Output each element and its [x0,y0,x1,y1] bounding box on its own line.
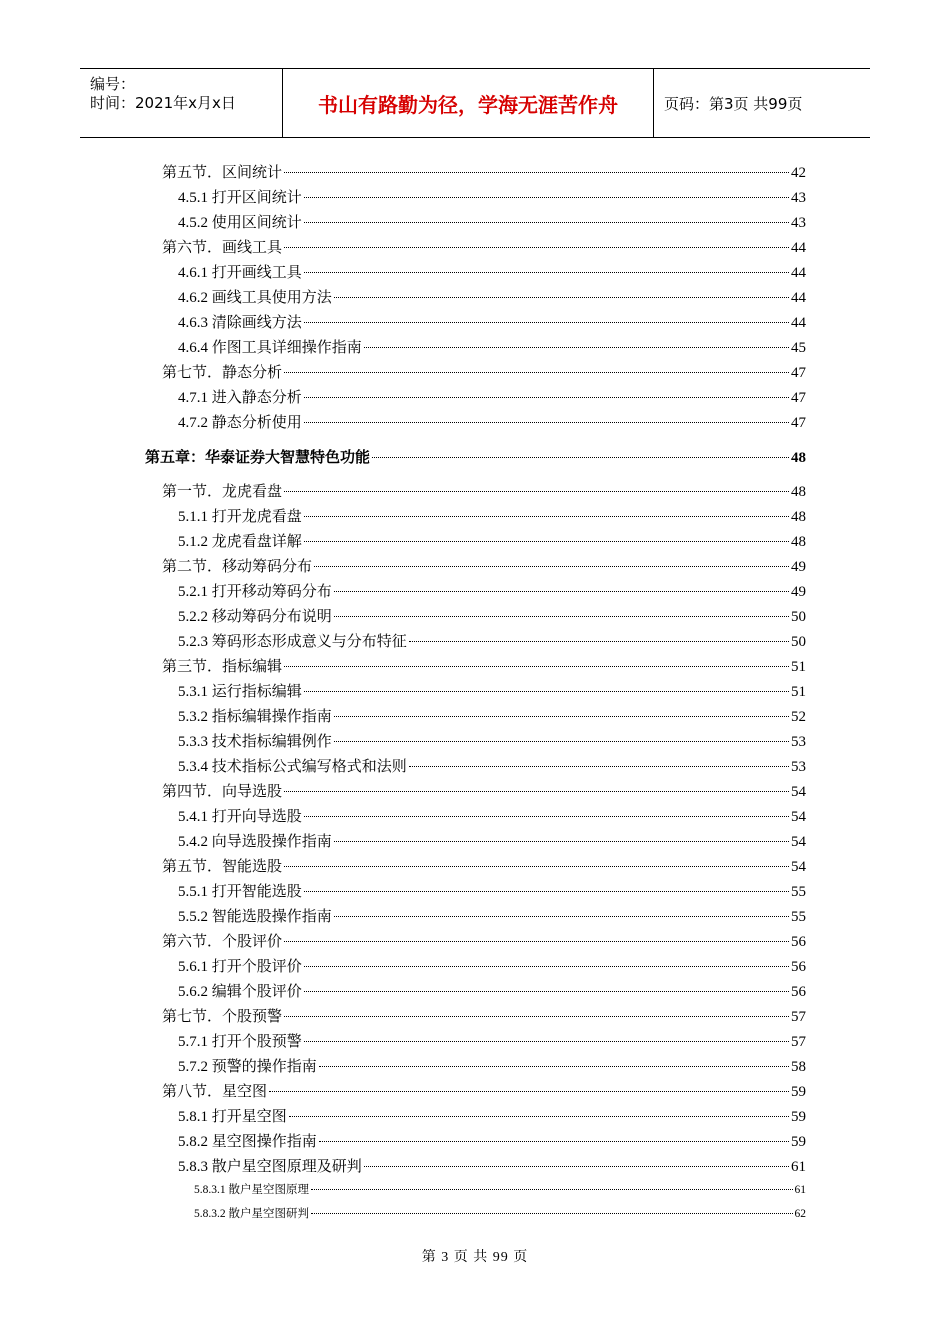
toc-dot-leader [284,491,789,492]
toc-entry-title: 4.6.4 作图工具详细操作指南 [178,340,362,356]
toc-entry-title: 5.1.2 龙虎看盘详解 [178,534,302,550]
toc-dot-leader [304,691,789,692]
toc-entry-page: 49 [791,559,806,575]
toc-dot-leader [334,841,789,842]
toc-entry-page: 44 [791,265,806,281]
toc-dot-leader [372,457,789,458]
toc-entry-page: 55 [791,884,806,900]
toc-entry-page: 59 [791,1084,806,1100]
toc-dot-leader [319,1141,789,1142]
toc-entry-title: 5.4.2 向导选股操作指南 [178,834,332,850]
toc-entry[interactable] [178,680,806,701]
toc-entry-title: 第一节．龙虎看盘 [162,484,283,500]
toc-entry-page: 42 [791,165,806,181]
toc-entry-title: 4.7.1 进入静态分析 [178,390,302,406]
toc-entry[interactable] [178,830,806,851]
toc-entry[interactable] [162,555,806,576]
toc-entry-title: 5.6.1 打开个股评价 [178,959,302,975]
toc-entry-page: 52 [791,709,806,725]
toc-entry-title: 5.5.2 智能选股操作指南 [178,909,332,925]
toc-dot-leader [304,966,789,967]
toc-entry-title: 5.2.3 筹码形态形成意义与分布特征 [178,634,407,650]
toc-dot-leader [311,1213,793,1214]
toc-dot-leader [319,1066,789,1067]
toc-entry[interactable] [178,286,806,307]
toc-entry[interactable] [145,446,806,467]
toc-entry-title: 4.7.2 静态分析使用 [178,415,302,431]
header-meta-cell [80,69,283,137]
toc-entry[interactable] [178,186,806,207]
toc-dot-leader [284,247,789,248]
toc-dot-leader [334,616,789,617]
toc-entry-page: 55 [791,909,806,925]
toc-entry-page: 47 [791,415,806,431]
toc-entry-title: 4.6.1 打开画线工具 [178,265,302,281]
toc-entry-page: 62 [794,1208,806,1220]
toc-entry-page: 51 [791,659,806,675]
toc-dot-leader [304,197,789,198]
toc-entry-page: 54 [791,859,806,875]
toc-entry-title: 第五节．区间统计 [162,165,283,181]
toc-dot-leader [289,1116,789,1117]
toc-entry-title: 5.6.2 编辑个股评价 [178,984,302,1000]
toc-entry[interactable] [178,311,806,332]
toc-dot-leader [284,1016,789,1017]
toc-entry[interactable] [178,730,806,751]
toc-entry[interactable] [178,905,806,926]
toc-entry-title: 5.3.1 运行指标编辑 [178,684,302,700]
toc-entry-page: 44 [791,240,806,256]
toc-entry[interactable] [162,236,806,257]
toc-entry-page: 56 [791,984,806,1000]
toc-dot-leader [284,172,789,173]
toc-entry-title: 第八节．星空图 [162,1084,268,1100]
toc-entry-title: 第七节．个股预警 [162,1009,283,1025]
toc-dot-leader [304,272,789,273]
toc-entry[interactable] [178,980,806,1001]
toc-dot-leader [304,891,789,892]
toc-entry-page: 47 [791,365,806,381]
toc-dot-leader [364,347,789,348]
toc-entry[interactable] [178,705,806,726]
toc-entry-page: 54 [791,834,806,850]
toc-dot-leader [314,566,789,567]
toc-entry-page: 57 [791,1034,806,1050]
toc-entry-page: 44 [791,290,806,306]
toc-entry-page: 44 [791,315,806,331]
toc-entry[interactable] [178,1130,806,1151]
toc-entry[interactable] [178,1030,806,1051]
toc-dot-leader [334,297,789,298]
toc-entry-page: 45 [791,340,806,356]
toc-entry[interactable] [162,655,806,676]
toc-entry-title: 第六节．画线工具 [162,240,283,256]
toc-entry-page: 48 [791,534,806,550]
toc-entry[interactable] [178,1155,806,1176]
toc-entry-page: 58 [791,1059,806,1075]
toc-dot-leader [304,541,789,542]
toc-dot-leader [269,1091,789,1092]
toc-entry-title: 第六节．个股评价 [162,934,283,950]
toc-entry[interactable] [162,855,806,876]
toc-entry[interactable] [178,580,806,601]
toc-entry[interactable] [178,955,806,976]
toc-entry-title: 第七节．静态分析 [162,365,283,381]
toc-entry-title: 第二节．移动筹码分布 [162,559,313,575]
toc-entry-page: 50 [791,609,806,625]
toc-entry[interactable] [178,805,806,826]
code-label: 编号： [90,75,136,93]
toc-entry[interactable] [178,630,806,651]
toc-entry-title: 第三节．指标编辑 [162,659,283,675]
toc-dot-leader [334,916,789,917]
toc-entry[interactable] [178,880,806,901]
toc-entry-page: 53 [791,734,806,750]
toc-entry[interactable] [162,361,806,382]
toc-entry[interactable] [178,1055,806,1076]
toc-dot-leader [304,991,789,992]
header-motto: 书山有路勤为径，学海无涯苦作舟 [283,69,654,137]
toc-dot-leader [284,791,789,792]
toc-entry-page: 54 [791,809,806,825]
toc-entry-page: 54 [791,784,806,800]
toc-entry[interactable] [178,411,806,432]
toc-dot-leader [334,591,789,592]
toc-entry[interactable] [162,1080,806,1101]
toc-entry[interactable] [178,755,806,776]
toc-entry-page: 56 [791,934,806,950]
toc-entry-title: 5.3.4 技术指标公式编写格式和法则 [178,759,407,775]
toc-entry-page: 56 [791,959,806,975]
toc-entry-title: 5.8.3.2 散户星空图研判 [194,1208,309,1220]
toc-dot-leader [409,766,789,767]
toc-entry-page: 59 [791,1134,806,1150]
toc-dot-leader [284,866,789,867]
date-label: 时间：2021年x月x日 [90,94,236,112]
toc-dot-leader [409,641,789,642]
toc-entry-page: 50 [791,634,806,650]
toc-entry-title: 5.8.3 散户星空图原理及研判 [178,1159,362,1175]
toc-entry[interactable] [194,1181,806,1197]
toc-entry-page: 43 [791,190,806,206]
toc-entry-title: 5.3.3 技术指标编辑例作 [178,734,332,750]
toc-entry-page: 53 [791,759,806,775]
toc-entry[interactable] [162,780,806,801]
toc-dot-leader [364,1166,789,1167]
page-footer: 第 3 页 共 99 页 [421,1250,529,1265]
toc-entry[interactable] [162,480,806,501]
toc-entry-title: 5.1.1 打开龙虎看盘 [178,509,302,525]
toc-dot-leader [284,941,789,942]
toc-entry-title: 第五章：华泰证券大智慧特色功能 [145,450,371,466]
toc-entry[interactable] [178,1105,806,1126]
toc-entry-page: 61 [791,1159,806,1175]
toc-entry-page: 47 [791,390,806,406]
toc-entry-title: 4.6.3 清除画线方法 [178,315,302,331]
toc-entry-title: 4.6.2 画线工具使用方法 [178,290,332,306]
toc-entry-title: 5.5.1 打开智能选股 [178,884,302,900]
toc-entry-page: 48 [791,484,806,500]
toc-entry-page: 57 [791,1009,806,1025]
toc-entry[interactable] [162,1005,806,1026]
toc-dot-leader [304,816,789,817]
toc-entry[interactable] [178,530,806,551]
page-header [80,68,870,138]
toc-entry[interactable] [178,505,806,526]
toc-entry-title: 5.2.2 移动筹码分布说明 [178,609,332,625]
toc-entry[interactable] [162,930,806,951]
toc-dot-leader [284,372,789,373]
toc-entry-title: 4.5.2 使用区间统计 [178,215,302,231]
toc-entry-page: 49 [791,584,806,600]
toc-entry-title: 5.2.1 打开移动筹码分布 [178,584,332,600]
toc-dot-leader [304,516,789,517]
toc-dot-leader [304,222,789,223]
toc-dot-leader [304,322,789,323]
toc-entry-title: 5.7.1 打开个股预警 [178,1034,302,1050]
toc-entry-page: 59 [791,1109,806,1125]
toc-entry[interactable] [178,605,806,626]
toc-dot-leader [304,397,789,398]
toc-dot-leader [304,1041,789,1042]
toc-entry[interactable] [178,386,806,407]
toc-entry-page: 48 [791,509,806,525]
toc-dot-leader [334,741,789,742]
toc-entry-title: 第四节．向导选股 [162,784,283,800]
toc-entry-title: 第五节．智能选股 [162,859,283,875]
toc-entry[interactable] [162,161,806,182]
toc-entry-title: 4.5.1 打开区间统计 [178,190,302,206]
toc-dot-leader [284,666,789,667]
toc-entry[interactable] [178,261,806,282]
toc-entry-title: 5.8.1 打开星空图 [178,1109,287,1125]
toc-entry-title: 5.8.2 星空图操作指南 [178,1134,317,1150]
toc-entry-title: 5.7.2 预警的操作指南 [178,1059,317,1075]
toc-entry[interactable] [178,211,806,232]
toc-entry-title: 5.4.1 打开向导选股 [178,809,302,825]
header-page-info: 页码：第3页 共99页 [664,94,803,113]
toc-dot-leader [311,1189,793,1190]
toc-entry-page: 48 [791,450,806,466]
toc-dot-leader [334,716,789,717]
toc-entry-page: 43 [791,215,806,231]
toc-entry[interactable] [194,1205,806,1221]
toc-dot-leader [304,422,789,423]
toc-entry-page: 51 [791,684,806,700]
toc-entry-page: 61 [794,1184,806,1196]
toc-entry-title: 5.8.3.1 散户星空图原理 [194,1184,309,1196]
toc-entry[interactable] [178,336,806,357]
toc-entry-title: 5.3.2 指标编辑操作指南 [178,709,332,725]
